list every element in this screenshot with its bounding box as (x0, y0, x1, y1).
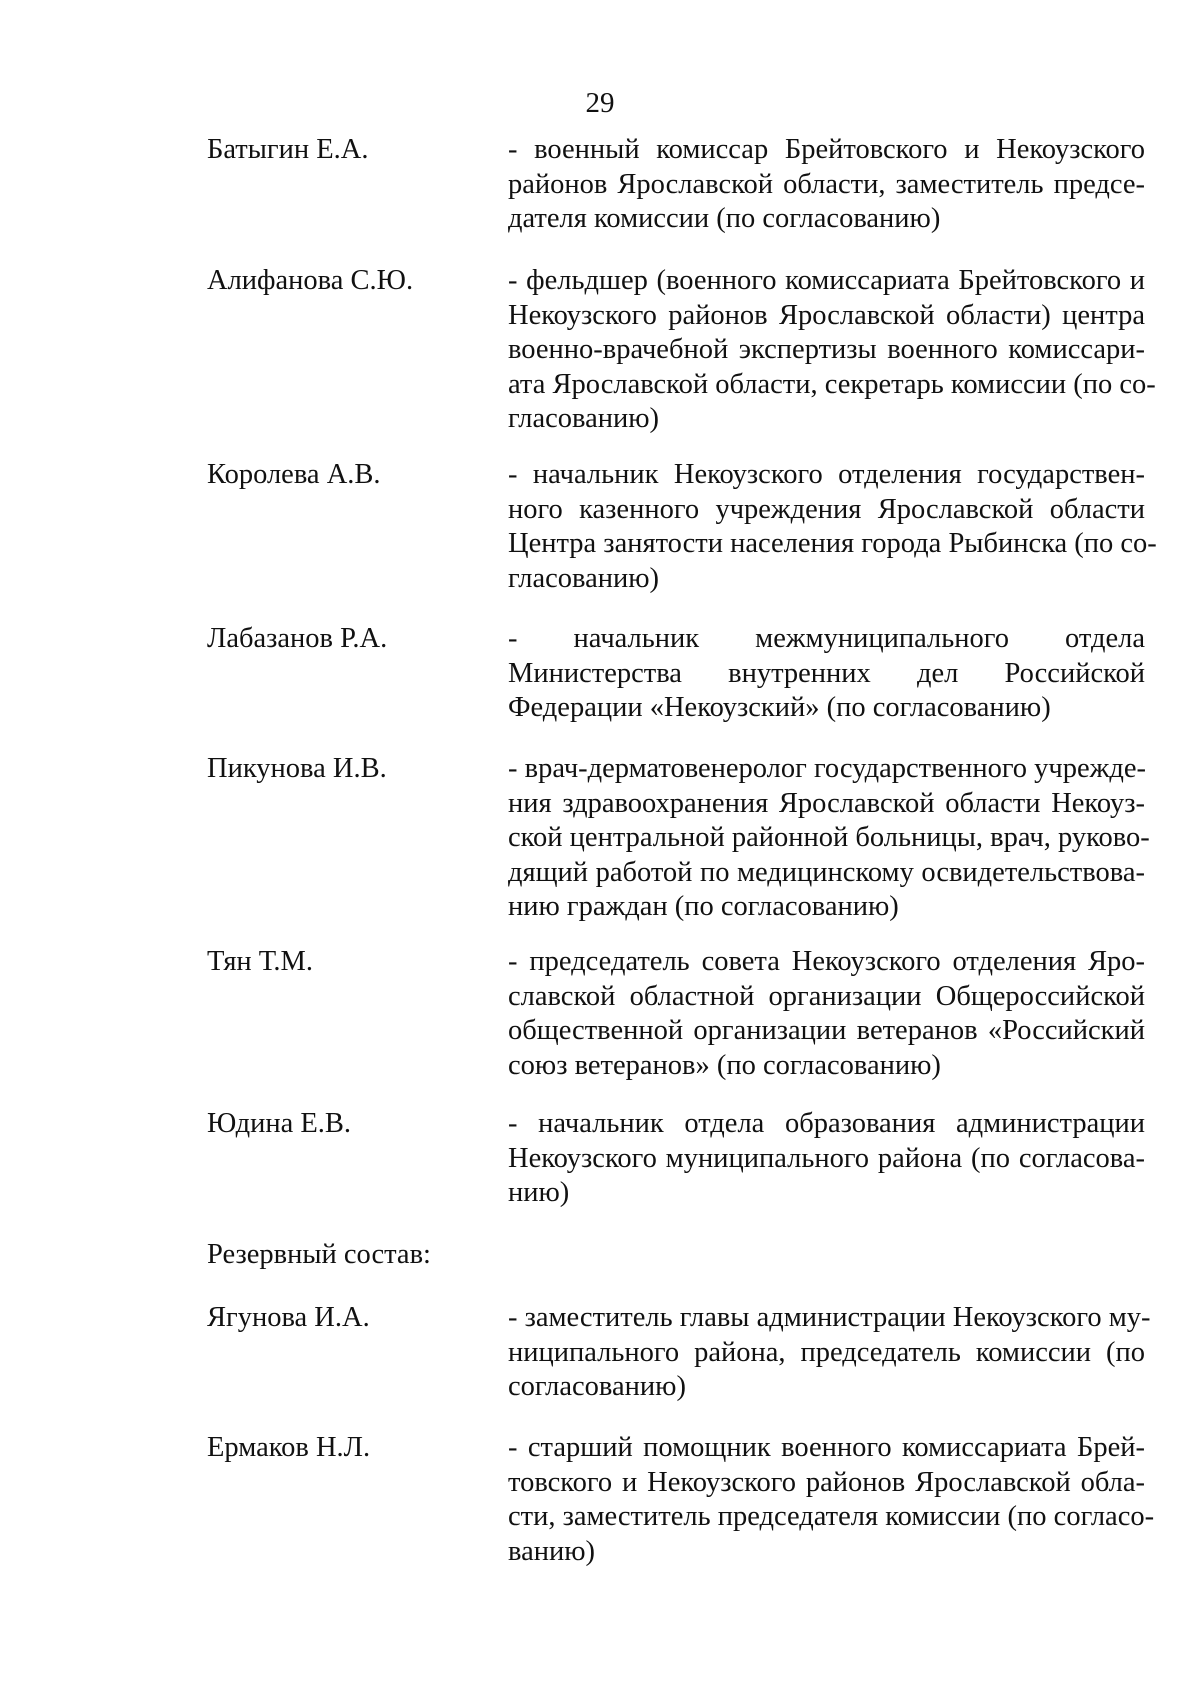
role-line: союз ветеранов» (по согласованию) (508, 1049, 941, 1081)
member-name: Батыгин Е.А. (207, 134, 369, 165)
role-line: - председатель совета Некоузского отделения Яро- (508, 946, 1145, 977)
role-line: ниципального района, председатель комиссии (по (508, 1336, 1145, 1368)
member-name: Пикунова И.В. (207, 753, 387, 784)
role-line: Некоузского муниципального района (по согласова- (508, 1142, 1145, 1174)
member-role (508, 133, 1145, 237)
role-line: ного казенного учреждения Ярославской области (508, 493, 1145, 525)
role-line: - начальник отдела образования администрации (508, 1108, 1145, 1139)
member-role (508, 1107, 1145, 1211)
role-line: - начальник Некоузского отделения государствен- (508, 459, 1145, 490)
role-line: нию) (508, 1177, 570, 1208)
role-line: - врач-дерматовенеролог государственного учрежде- (508, 753, 1146, 784)
role-line: ванию) (508, 1535, 596, 1567)
member-role (508, 1431, 1155, 1569)
role-line: - заместитель главы администрации Некоузского му- (508, 1302, 1151, 1333)
role-line: Министерства внутренних дел Российской (508, 657, 1145, 689)
role-line: ата Ярославской области, секретарь комиссии (по со- (508, 368, 1156, 400)
member-role (508, 1301, 1151, 1405)
role-line: Некоузского районов Ярославской области) центра (508, 299, 1145, 331)
role-line: дящий работой по медицинскому освидетельствова- (508, 856, 1145, 888)
role-line: - начальник межмуниципального отдела (508, 623, 1145, 654)
role-line: славской областной организации Общероссийской (508, 980, 1145, 1012)
member-name: Тян Т.М. (207, 946, 313, 977)
role-line: военно-врачебной экспертизы военного комиссари- (508, 334, 1145, 365)
member-name: Алифанова С.Ю. (207, 265, 414, 296)
role-line: сти, заместитель председателя комиссии (по согласо- (508, 1501, 1155, 1532)
member-role (508, 945, 1145, 1083)
member-role (508, 622, 1145, 726)
role-line: - старший помощник военного комиссариата Брей- (508, 1432, 1145, 1463)
role-line: Центра занятости населения города Рыбинска (по со- (508, 528, 1157, 559)
role-line: - военный комиссар Брейтовского и Некоузского (508, 134, 1145, 165)
role-line: ния здравоохранения Ярославской области Некоуз- (508, 787, 1145, 819)
member-name: Ермаков Н.Л. (207, 1432, 371, 1463)
role-line: согласованию) (508, 1371, 686, 1402)
role-line: гласованию) (508, 562, 660, 594)
role-line: общественной организации ветеранов «Российский (508, 1015, 1145, 1046)
role-line: - фельдшер (военного комиссариата Брейтовского и (508, 265, 1145, 296)
role-line: Федерации «Некоузский» (по согласованию) (508, 692, 1051, 723)
role-line: дателя комиссии (по согласованию) (508, 203, 941, 234)
role-line: гласованию) (508, 403, 660, 434)
role-line: районов Ярославской области, заместитель предсе- (508, 168, 1145, 200)
role-line: ской центральной районной больницы, врач, руково- (508, 822, 1150, 853)
member-name: Ягунова И.А. (207, 1302, 370, 1333)
member-name: Королева А.В. (207, 459, 381, 490)
page-number: 29 (585, 87, 615, 119)
role-line: товского и Некоузского районов Ярославской обла- (508, 1466, 1145, 1498)
reserve-section-label: Резервный состав: (207, 1239, 431, 1270)
member-role (508, 264, 1156, 437)
member-role (508, 458, 1157, 596)
member-name: Юдина Е.В. (207, 1108, 352, 1139)
role-line: нию граждан (по согласованию) (508, 891, 899, 922)
member-name: Лабазанов Р.А. (207, 623, 388, 654)
member-role (508, 752, 1150, 925)
